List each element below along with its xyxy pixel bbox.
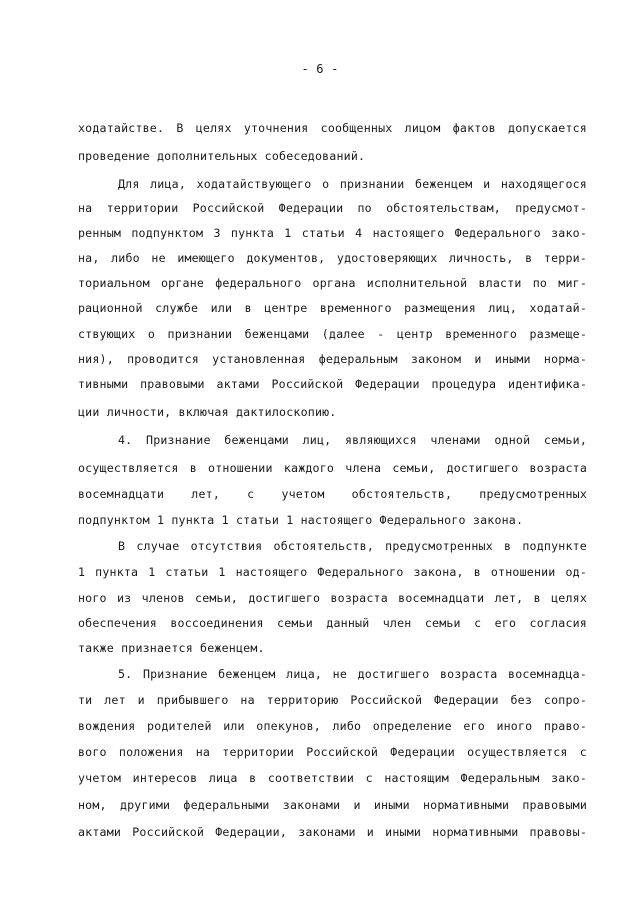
- text-line: также признается беженцем.: [78, 641, 265, 655]
- text-line: 5. Признание беженцем лица, не достигшего возраста восемнадца-: [118, 667, 587, 681]
- text-line: проведение дополнительных собеседований.: [78, 149, 366, 163]
- text-line: ном, другими федеральными законами и иными нормативными правовыми: [78, 798, 587, 812]
- text-line: восемнадцати лет, с учетом обстоятельств, предусмотренных: [78, 487, 587, 501]
- text-line: ториальном органе федерального органа исполнительной власти по миг-: [78, 276, 587, 290]
- text-line: ренным подпунктом 3 пункта 1 статьи 4 настоящего Федерального зако-: [78, 226, 587, 240]
- text-line: актами Российской Федерации, законами и иными нормативными правовы-: [78, 825, 587, 839]
- text-line: осуществляется в отношении каждого члена семьи, достигшего возраста: [78, 461, 587, 475]
- text-line: вождения родителей или опекунов, либо определение его иного право-: [78, 719, 587, 733]
- text-line: на, либо не имеющего документов, удостоверяющих личность, в терри-: [78, 251, 587, 265]
- page-number: - 6 -: [301, 62, 339, 76]
- text-line: вого положения на территории Российской Федерации осуществляется с: [78, 745, 587, 759]
- text-line: ти лет и прибывшего на территорию Российской Федерации без сопро-: [78, 693, 587, 707]
- text-line: тивными правовыми актами Российской Федерации процедура идентифика-: [78, 377, 587, 391]
- text-line: 1 пункта 1 статьи 1 настоящего Федерального закона, в отношении од-: [78, 565, 587, 579]
- text-line: обеспечения воссоединения семьи данный член семьи с его согласия: [78, 616, 587, 630]
- text-line: В случае отсутствия обстоятельств, предусмотренных в подпункте: [118, 539, 587, 553]
- text-line: 4. Признание беженцами лиц, являющихся членами одной семьи,: [118, 433, 587, 447]
- text-line: ного из членов семьи, достигшего возраста восемнадцати лет, в целях: [78, 591, 587, 605]
- text-line: ствующих о признании беженцами (далее - центр временного размеще-: [78, 327, 587, 341]
- text-line: рационной службе или в центре временного размещения лиц, ходатай-: [78, 301, 587, 315]
- text-line: подпунктом 1 пункта 1 статьи 1 настоящего Федерального закона.: [78, 513, 524, 527]
- text-line: ния), проводится установленная федеральным законом и иными норма-: [78, 352, 587, 366]
- text-line: ходатайстве. В целях уточнения сообщенных лицом фактов допускается: [78, 121, 587, 135]
- text-line: на территории Российской Федерации по обстоятельствам, предусмот-: [78, 201, 587, 215]
- text-line: Для лица, ходатайствующего о признании беженцем и находящегося: [118, 177, 587, 191]
- text-line: учетом интересов лица в соответствии с настоящим Федеральным зако-: [78, 771, 587, 785]
- text-line: ции личности, включая дактилоскопию.: [78, 405, 337, 419]
